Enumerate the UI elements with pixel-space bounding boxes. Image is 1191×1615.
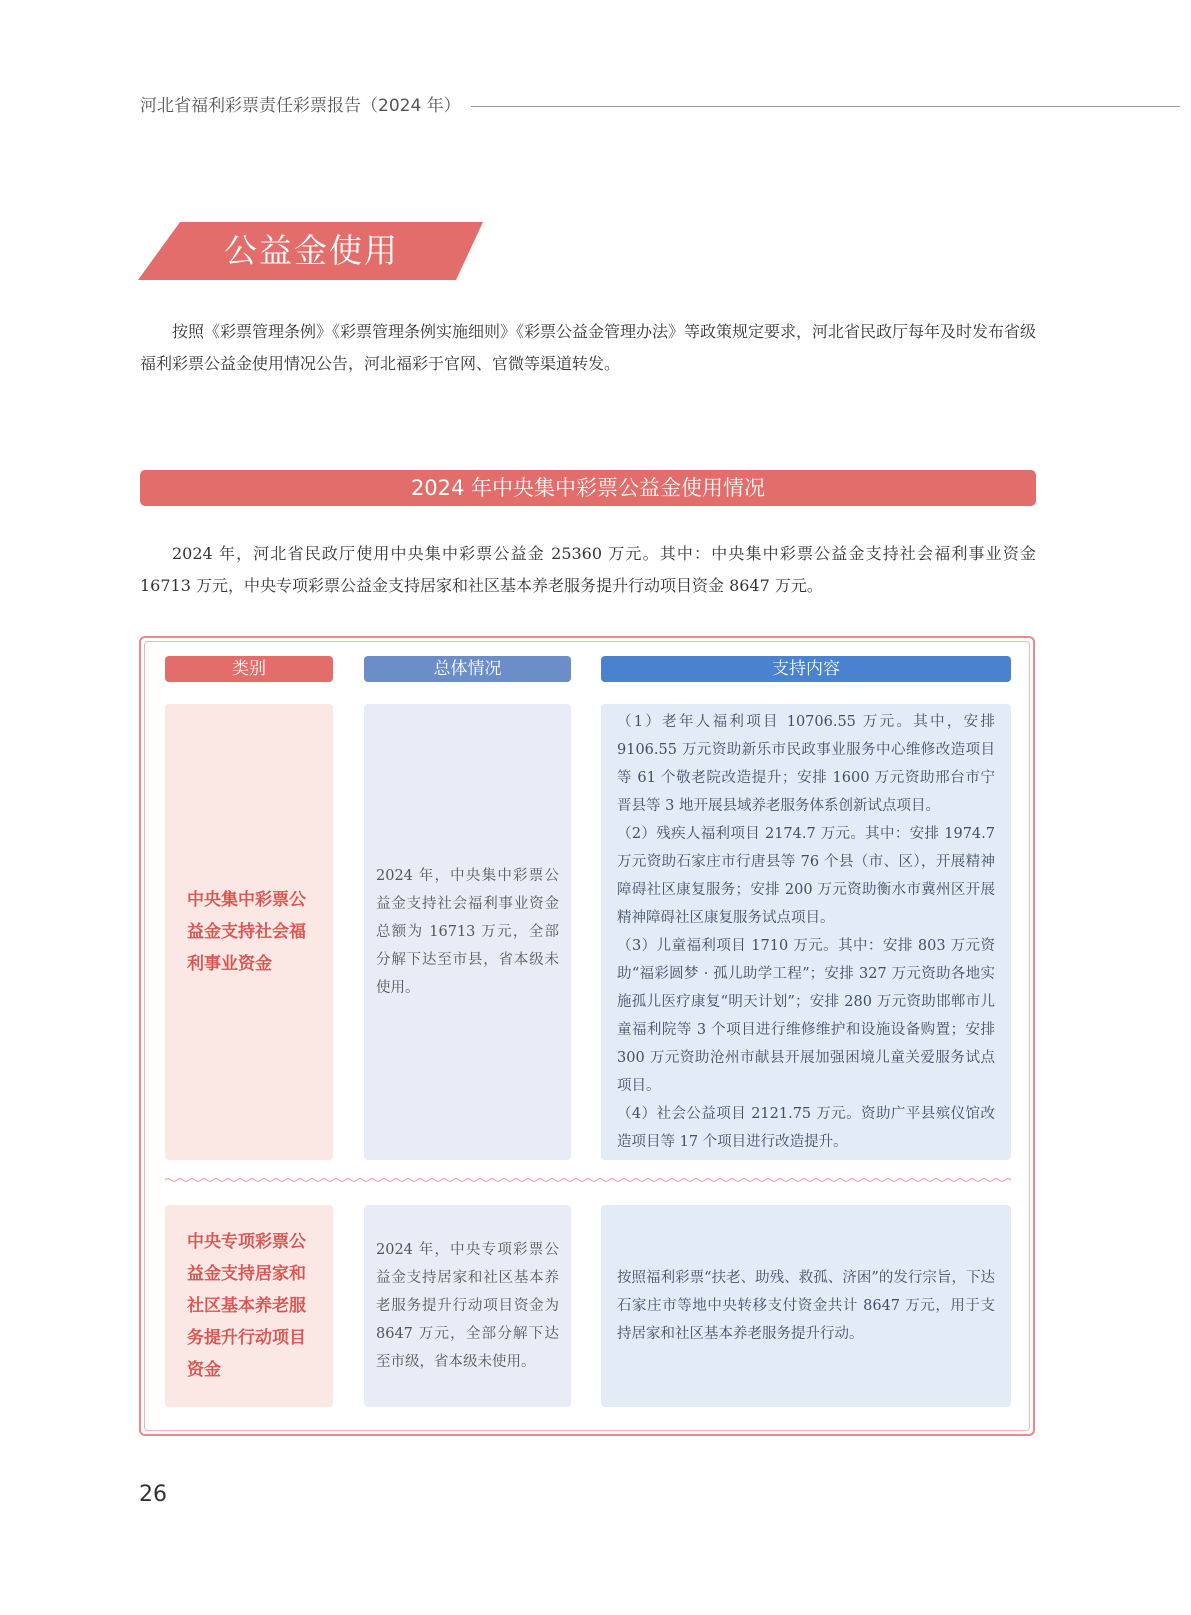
row2-category: 中央专项彩票公益金支持居家和社区基本养老服务提升行动项目资金 (187, 1232, 306, 1380)
running-header-rule (471, 106, 1180, 107)
row1-category: 中央集中彩票公益金支持社会福利事业资金 (187, 890, 306, 974)
row2-overall: 2024 年，中央专项彩票公益金支持居家和社区基本养老服务提升行动项目资金为 8647 万元，全部分解下达至市级，省本级未使用。 (376, 1242, 559, 1370)
row2-category-cell (165, 1205, 333, 1407)
column-header-overall: 总体情况 (364, 656, 571, 682)
row2-overall-cell (364, 1205, 571, 1407)
page-number: 26 (139, 1482, 167, 1507)
running-header (140, 94, 1180, 118)
subsection-title: 2024 年中央集中彩票公益金使用情况 (140, 470, 1036, 506)
row1-overall-cell (364, 704, 571, 1160)
row1-overall: 2024 年，中央集中彩票公益金支持社会福利事业资金总额为 16713 万元，全部分解下达至市县，省本级未使用。 (376, 868, 559, 996)
row2-support-cell (601, 1205, 1011, 1407)
row1-support-cell (601, 704, 1011, 1160)
row-divider-wave (165, 1176, 1011, 1184)
row1-category-cell (165, 704, 333, 1160)
column-header-support: 支持内容 (601, 656, 1011, 682)
intro-paragraph: 按照《彩票管理条例》《彩票管理条例实施细则》《彩票公益金管理办法》等政策规定要求，河北省民政厅每年及时发布省级福利彩票公益金使用情况公告，河北福彩于官网、官微等渠道转发。 (140, 322, 1037, 373)
summary-paragraph: 2024 年，河北省民政厅使用中央集中彩票公益金 25360 万元。其中：中央集中彩票公益金支持社会福利事业资金 16713 万元，中央专项彩票公益金支持居家和社区基本养老服务提升行动项目资金 8647 万元。 (140, 544, 1036, 595)
row1-support-item: （3）儿童福利项目 1710 万元。其中：安排 803 万元资助“福彩圆梦 · 孤儿助学工程”；安排 327 万元资助各地实施孤儿医疗康复“明天计划”；安排 280 万元资助邯郸市儿童福利院等 3 个项目进行维修维护和设施设备购置；安排 300 万元资助沧州市献县开展加强困境儿童关爱服务试点项目。 (617, 938, 995, 1094)
section-title: 公益金使用 (224, 231, 399, 270)
section-banner (138, 222, 483, 280)
column-header-category: 类别 (165, 656, 333, 682)
row1-support-item: （2）残疾人福利项目 2174.7 万元。其中：安排 1974.7 万元资助石家庄市行唐县等 76 个县（市、区），开展精神障碍社区康复服务；安排 200 万元资助衡水市冀州区开展精神障碍社区康复服务试点项目。 (617, 826, 995, 926)
row2-support-item: 按照福利彩票“扶老、助残、救孤、济困”的发行宗旨，下达石家庄市等地中央转移支付资金共计 8647 万元，用于支持居家和社区基本养老服务提升行动。 (617, 1270, 995, 1342)
row1-support-item: （1）老年人福利项目 10706.55 万元。其中，安排 9106.55 万元资助新乐市民政事业服务中心维修改造项目等 61 个敬老院改造提升；安排 1600 万元资助邢台市宁晋县等 3 地开展县域养老服务体系创新试点项目。 (617, 714, 995, 814)
row1-support-item: （4）社会公益项目 2121.75 万元。资助广平县殡仪馆改造项目等 17 个项目进行改造提升。 (617, 1106, 995, 1150)
running-header-title: 河北省福利彩票责任彩票报告（2024 年） (140, 96, 461, 116)
